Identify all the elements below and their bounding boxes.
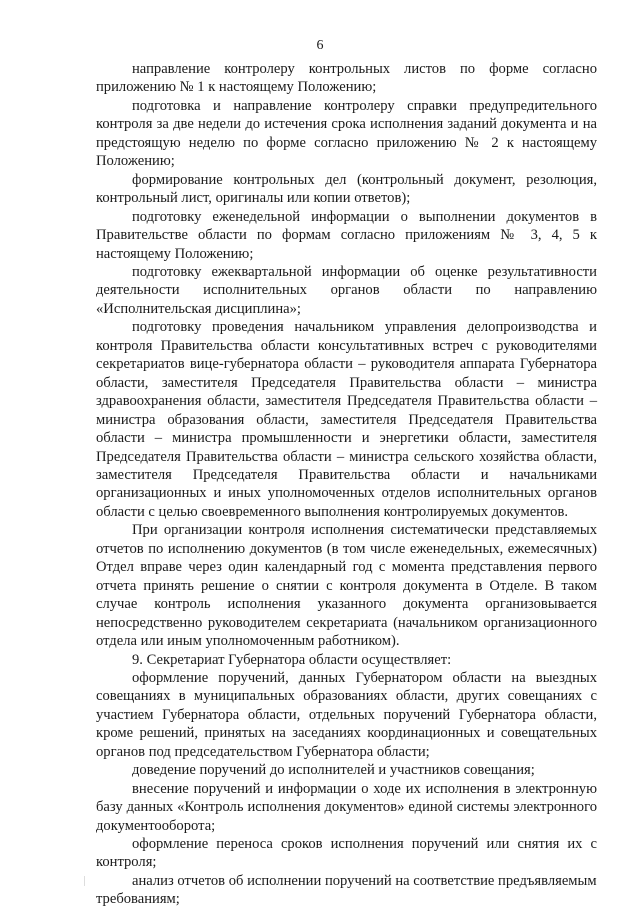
paragraph-10: доведение поручений до исполнителей и участников совещания; [132,762,535,779]
paragraph-1: направление контролеру контрольных листов по форме согласно приложению № 1 к настоящему Положению; [96,61,597,96]
paragraph-5: подготовку ежеквартальной информации об оценке результативности деятельности исполнительных органов области по направлению «Исполнительская дисциплина»; [96,263,597,317]
page-number: 6 [316,38,324,53]
paragraph-12: оформление переноса сроков исполнения поручений или снятия их с контроля; [96,836,597,871]
paragraph-4: подготовку еженедельной информации о выполнении документов в Правительстве области по формам согласно приложениям № 3, 4, 5 к настоящему Положению; [96,208,597,262]
section-heading-9: 9. Секретариат Губернатора области осуществляет: [132,651,452,668]
paragraph-6: подготовку проведения начальником управления делопроизводства и контроля Правительства области консультативных встреч с руководителями секретариатов вице-губернатора области – руководителя аппарата Губернатора области, заместителя Председателя Правительства области – министра здравоохранения области, заместителя Председателя Правительства области – министра образования области, заместителя Председателя Правительства области – министра промышленности и энергетики области, заместителя Председателя Правительства области – министра сельского хозяйства области, заместителя Председателя Правительства области и начальниками организационных и иных уполномоченных отделов исполнительных органов области с целью своевременного выполнения контролируемых документов. [96,319,597,520]
paragraph-2: подготовка и направление контролеру справки предупредительного контроля за две недели до истечения срока исполнения заданий документа и на предстоящую неделю по форме согласно приложению № 2 к настоящему Положению; [96,97,597,170]
paragraph-7: При организации контроля исполнения систематически представляемых отчетов по исполнению документов (в том числе еженедельных, ежемесячных) Отдел вправе через один календарный год с момента представления первого отчета принять решение о снятии с контроля документа в Отделе. В таком случае контроль исполнения указанного документа организовывается непосредственно руководителем секретариата (начальником организационного отдела или иным уполномоченным работником). [96,522,597,650]
paragraph-13: анализ отчетов об исполнении поручений на соответствие предъявляемым требованиям; [96,872,597,908]
paragraph-9: оформление поручений, данных Губернатором области на выездных совещаниях в муниципальных образованиях области, других совещаниях с участием Губернатора области, отдельных поручений Губернатора области, кроме решений, принятых на заседаниях координационных и совещательных органов под председательством Губернатора области; [96,669,597,760]
document-body [96,60,597,909]
paragraph-11: внесение поручений и информации о ходе их исполнения в электронную базу данных «Контроль исполнения документов» единой системы электронного документооборота; [96,780,597,834]
paragraph-3: формирование контрольных дел (контрольный документ, резолюция, контрольный лист, оригиналы или копии ответов); [96,171,597,207]
scan-edge-mark [84,876,85,886]
